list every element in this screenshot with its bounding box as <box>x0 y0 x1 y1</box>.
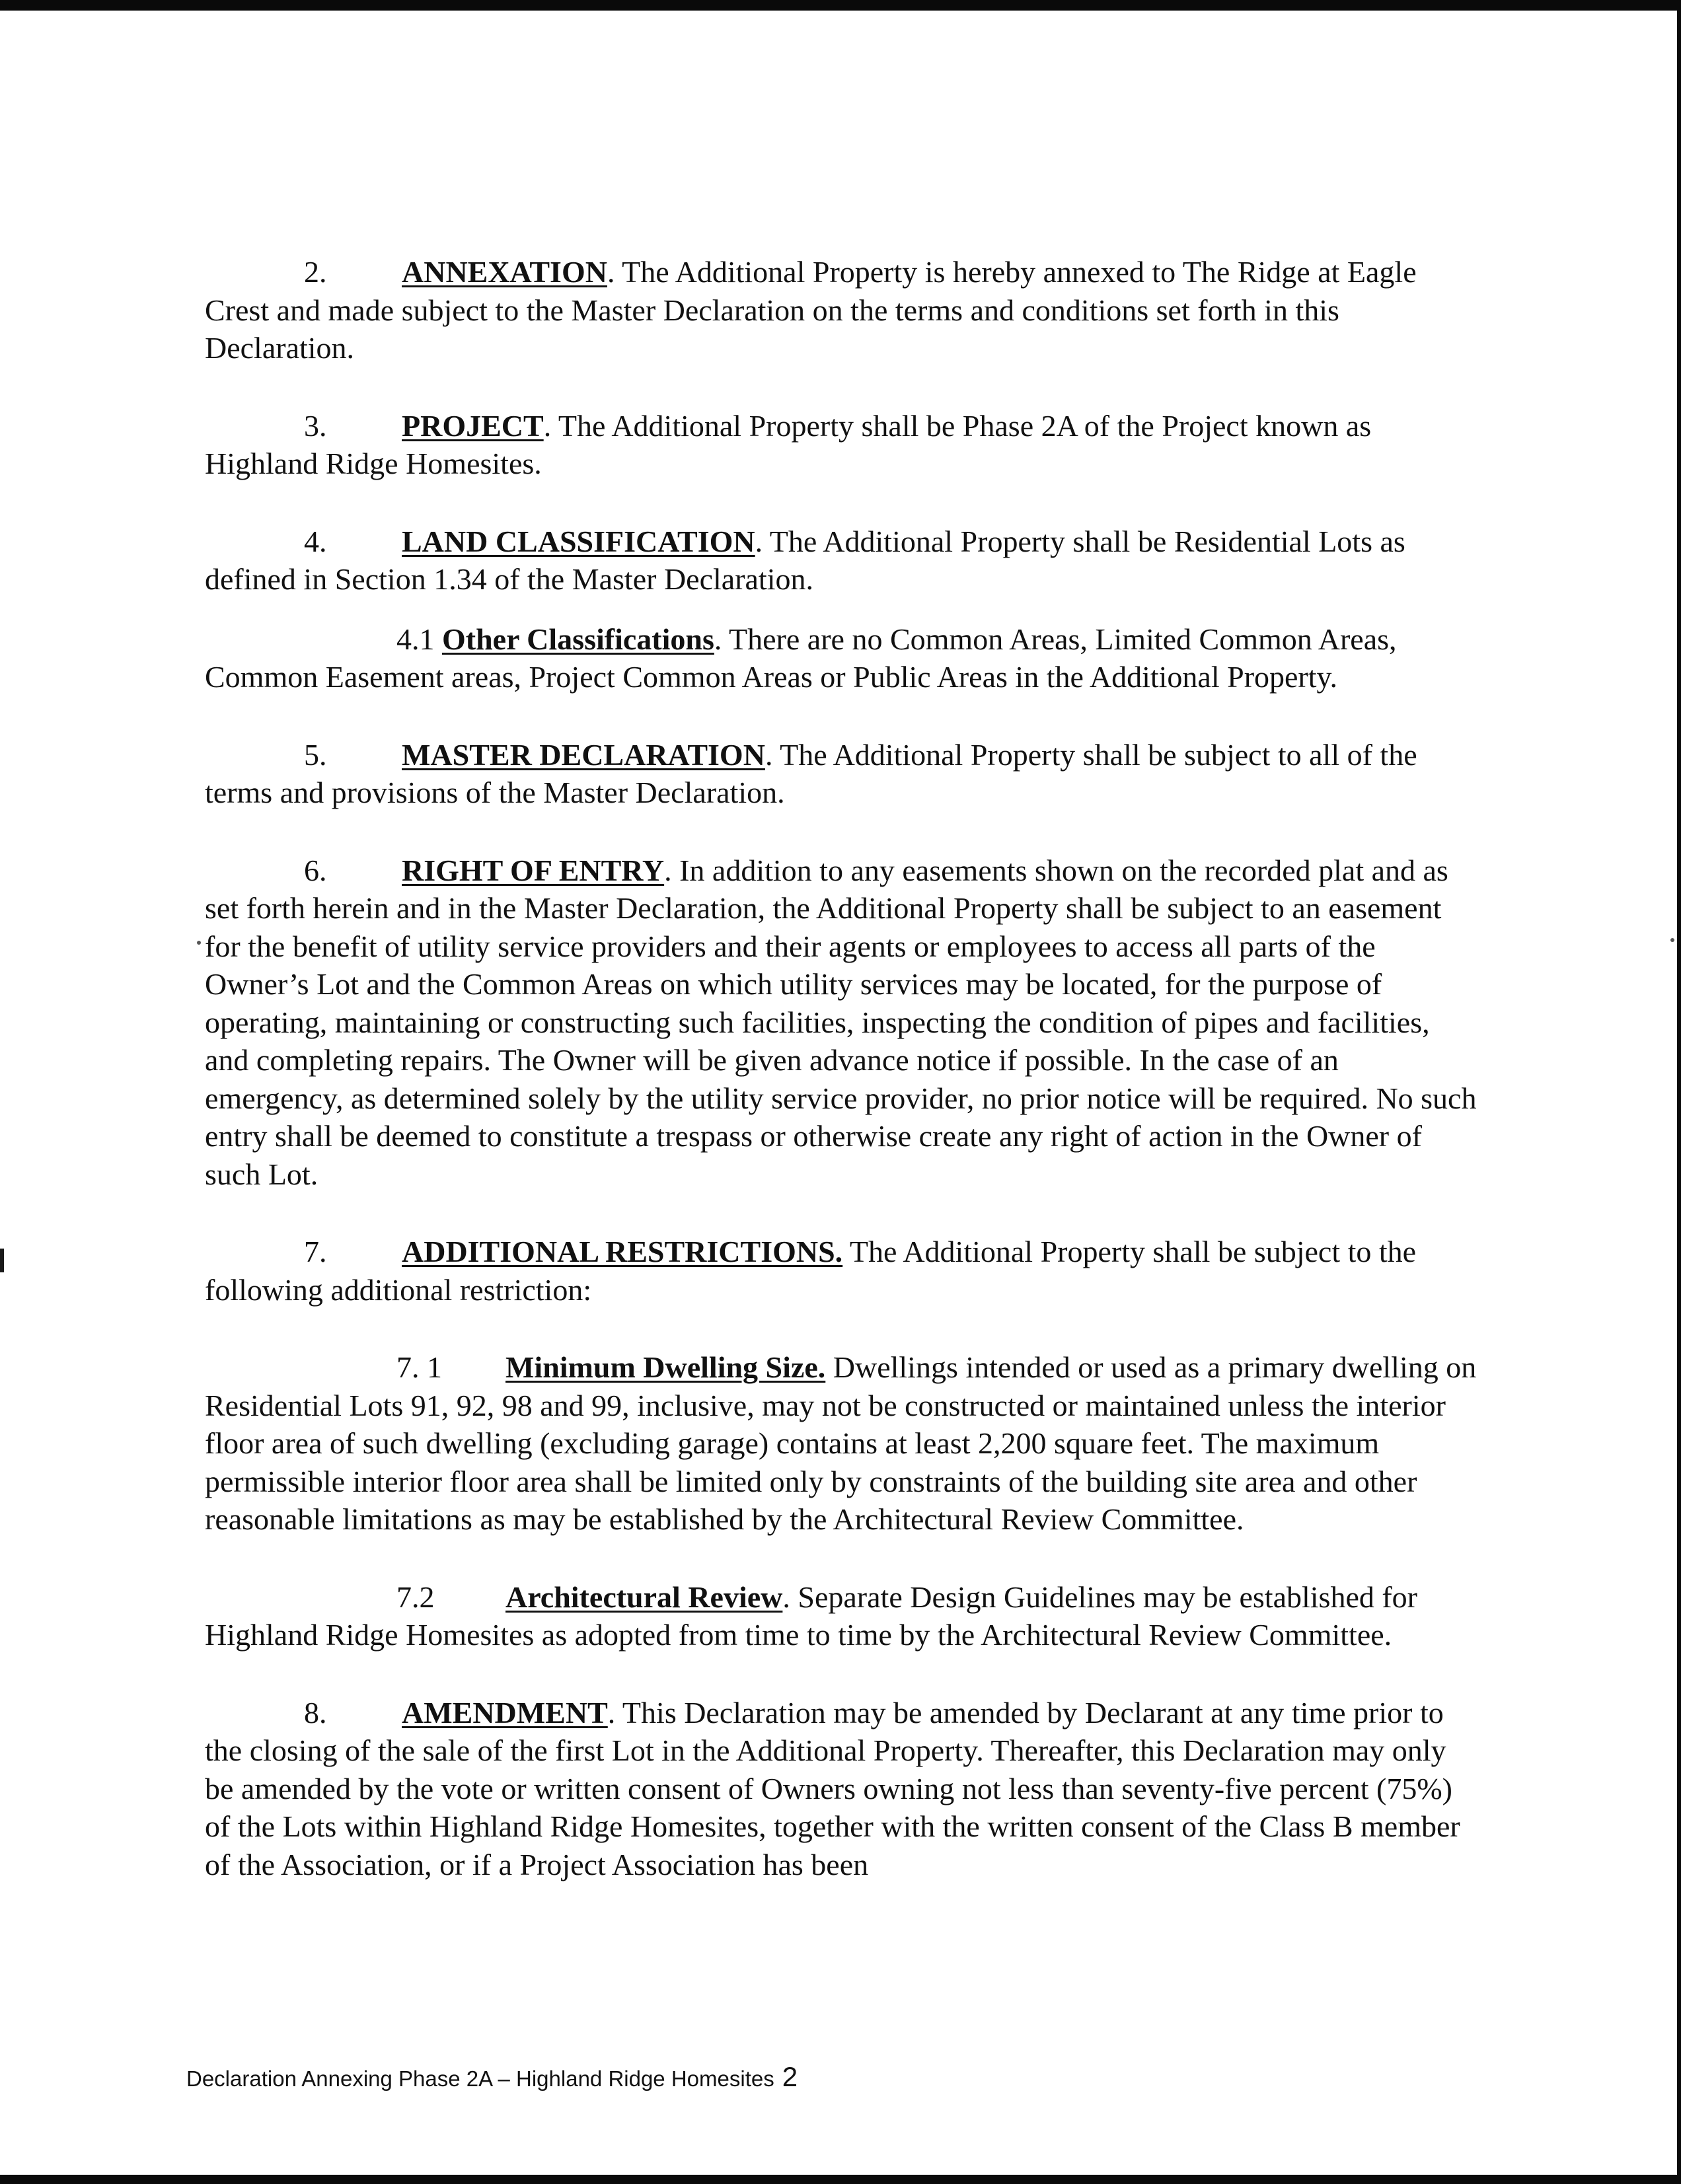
document-body <box>205 253 1480 1883</box>
section-heading: AMENDMENT <box>402 1695 608 1729</box>
section-heading: LAND CLASSIFICATION <box>402 524 755 558</box>
section-text: . The Additional Property shall be subject to all of the terms and provisions of the Master Declaration. <box>205 737 1417 809</box>
scan-border-top <box>0 0 1681 11</box>
page-footer <box>186 2061 798 2093</box>
section-text: The Additional Property shall be subject to the following additional restriction: <box>205 1235 1417 1307</box>
section-number: 6. <box>304 853 327 887</box>
section-heading: ANNEXATION <box>402 255 607 289</box>
section-8-amendment <box>205 1694 1480 1884</box>
section-number: 7. 1 <box>396 1350 442 1384</box>
section-text: Dwellings intended or used as a primary dwelling on Residential Lots 91, 92, 98 and 99, inclusive, may not be constructed or maintained unless the interior floor area of such dwelling (excluding garage) contains at least 2,200 square feet. The maximum permissible interior floor area shall be limited only by constraints of the building site area and other reasonable limitations as may be established by the Architectural Review Committee. <box>205 1350 1477 1536</box>
section-7-1-minimum-dwelling-size <box>205 1348 1480 1539</box>
scan-border-right <box>1677 0 1681 2184</box>
section-text: . The Additional Property shall be Phase 2A of the Project known as Highland Ridge Homesites. <box>205 408 1372 480</box>
section-heading: PROJECT <box>402 408 544 443</box>
section-6-right-of-entry <box>205 852 1480 1194</box>
section-text: . Separate Design Guidelines may be established for Highland Ridge Homesites as adopted from time to time by the Architectural Review Committee. <box>205 1580 1417 1652</box>
section-number: 4.1 <box>396 622 435 656</box>
section-number: 7.2 <box>396 1580 435 1614</box>
section-heading: Other Classifications <box>442 622 714 656</box>
footer-title: Declaration Annexing Phase 2A – Highland Ridge Homesites <box>186 2066 774 2091</box>
scan-speck <box>197 941 201 945</box>
section-text: . In addition to any easements shown on the recorded plat and as set forth herein and in the Master Declaration, the Additional Property shall be subject to an easement for the benefit of utility service providers and their agents or employees to access all parts of the Owner’s Lot and the Common Areas on which utility services may be located, for the purpose of operating, maintaining or constructing such facilities, inspecting the condition of pipes and facilities, and completing repairs. The Owner will be given advance notice if possible. In the case of an emergency, as determined solely by the utility service provider, no prior notice will be required. No such entry shall be deemed to constitute a trespass or otherwise create any right of action in the Owner of such Lot. <box>205 853 1477 1191</box>
scan-border-bottom <box>0 2175 1681 2184</box>
section-heading: RIGHT OF ENTRY <box>402 853 665 887</box>
section-text: . This Declaration may be amended by Declarant at any time prior to the closing of the sale of the first Lot in the Additional Property. Thereafter, this Declaration may only be amended by the vote or written consent of Owners owning not less than seventy-five percent (75%) of the Lots within Highland Ridge Homesites, together with the written consent of the Class B member of the Association, or if a Project Association has been <box>205 1695 1460 1881</box>
section-text: . The Additional Property shall be Residential Lots as defined in Section 1.34 of the Master Declaration. <box>205 524 1405 596</box>
section-4-land-classification <box>205 523 1480 599</box>
section-text: . There are no Common Areas, Limited Common Areas, Common Easement areas, Project Common Areas or Public Areas in the Additional Property. <box>205 622 1397 694</box>
section-number: 5. <box>304 737 327 772</box>
section-heading: MASTER DECLARATION <box>402 737 765 772</box>
section-number: 8. <box>304 1695 327 1729</box>
section-7-2-architectural-review <box>205 1578 1480 1654</box>
section-5-master-declaration <box>205 736 1480 812</box>
section-3-project <box>205 407 1480 483</box>
section-number: 7. <box>304 1235 327 1268</box>
section-2-annexation <box>205 253 1480 367</box>
section-number: 2. <box>304 255 327 289</box>
section-7-additional-restrictions <box>205 1233 1480 1309</box>
scan-speck <box>1670 938 1674 942</box>
section-heading: Architectural Review <box>505 1580 783 1614</box>
section-heading: Minimum Dwelling Size. <box>505 1350 826 1384</box>
scan-border-left-mark <box>0 1249 4 1272</box>
section-heading: ADDITIONAL RESTRICTIONS. <box>402 1235 843 1268</box>
section-text: . The Additional Property is hereby annexed to The Ridge at Eagle Crest and made subject to the Master Declaration on the terms and conditions set forth in this Declaration. <box>205 255 1417 365</box>
section-number: 4. <box>304 524 327 558</box>
section-number: 3. <box>304 408 327 443</box>
page-number: 2 <box>782 2061 798 2092</box>
section-4-1-other-classifications <box>205 620 1480 696</box>
